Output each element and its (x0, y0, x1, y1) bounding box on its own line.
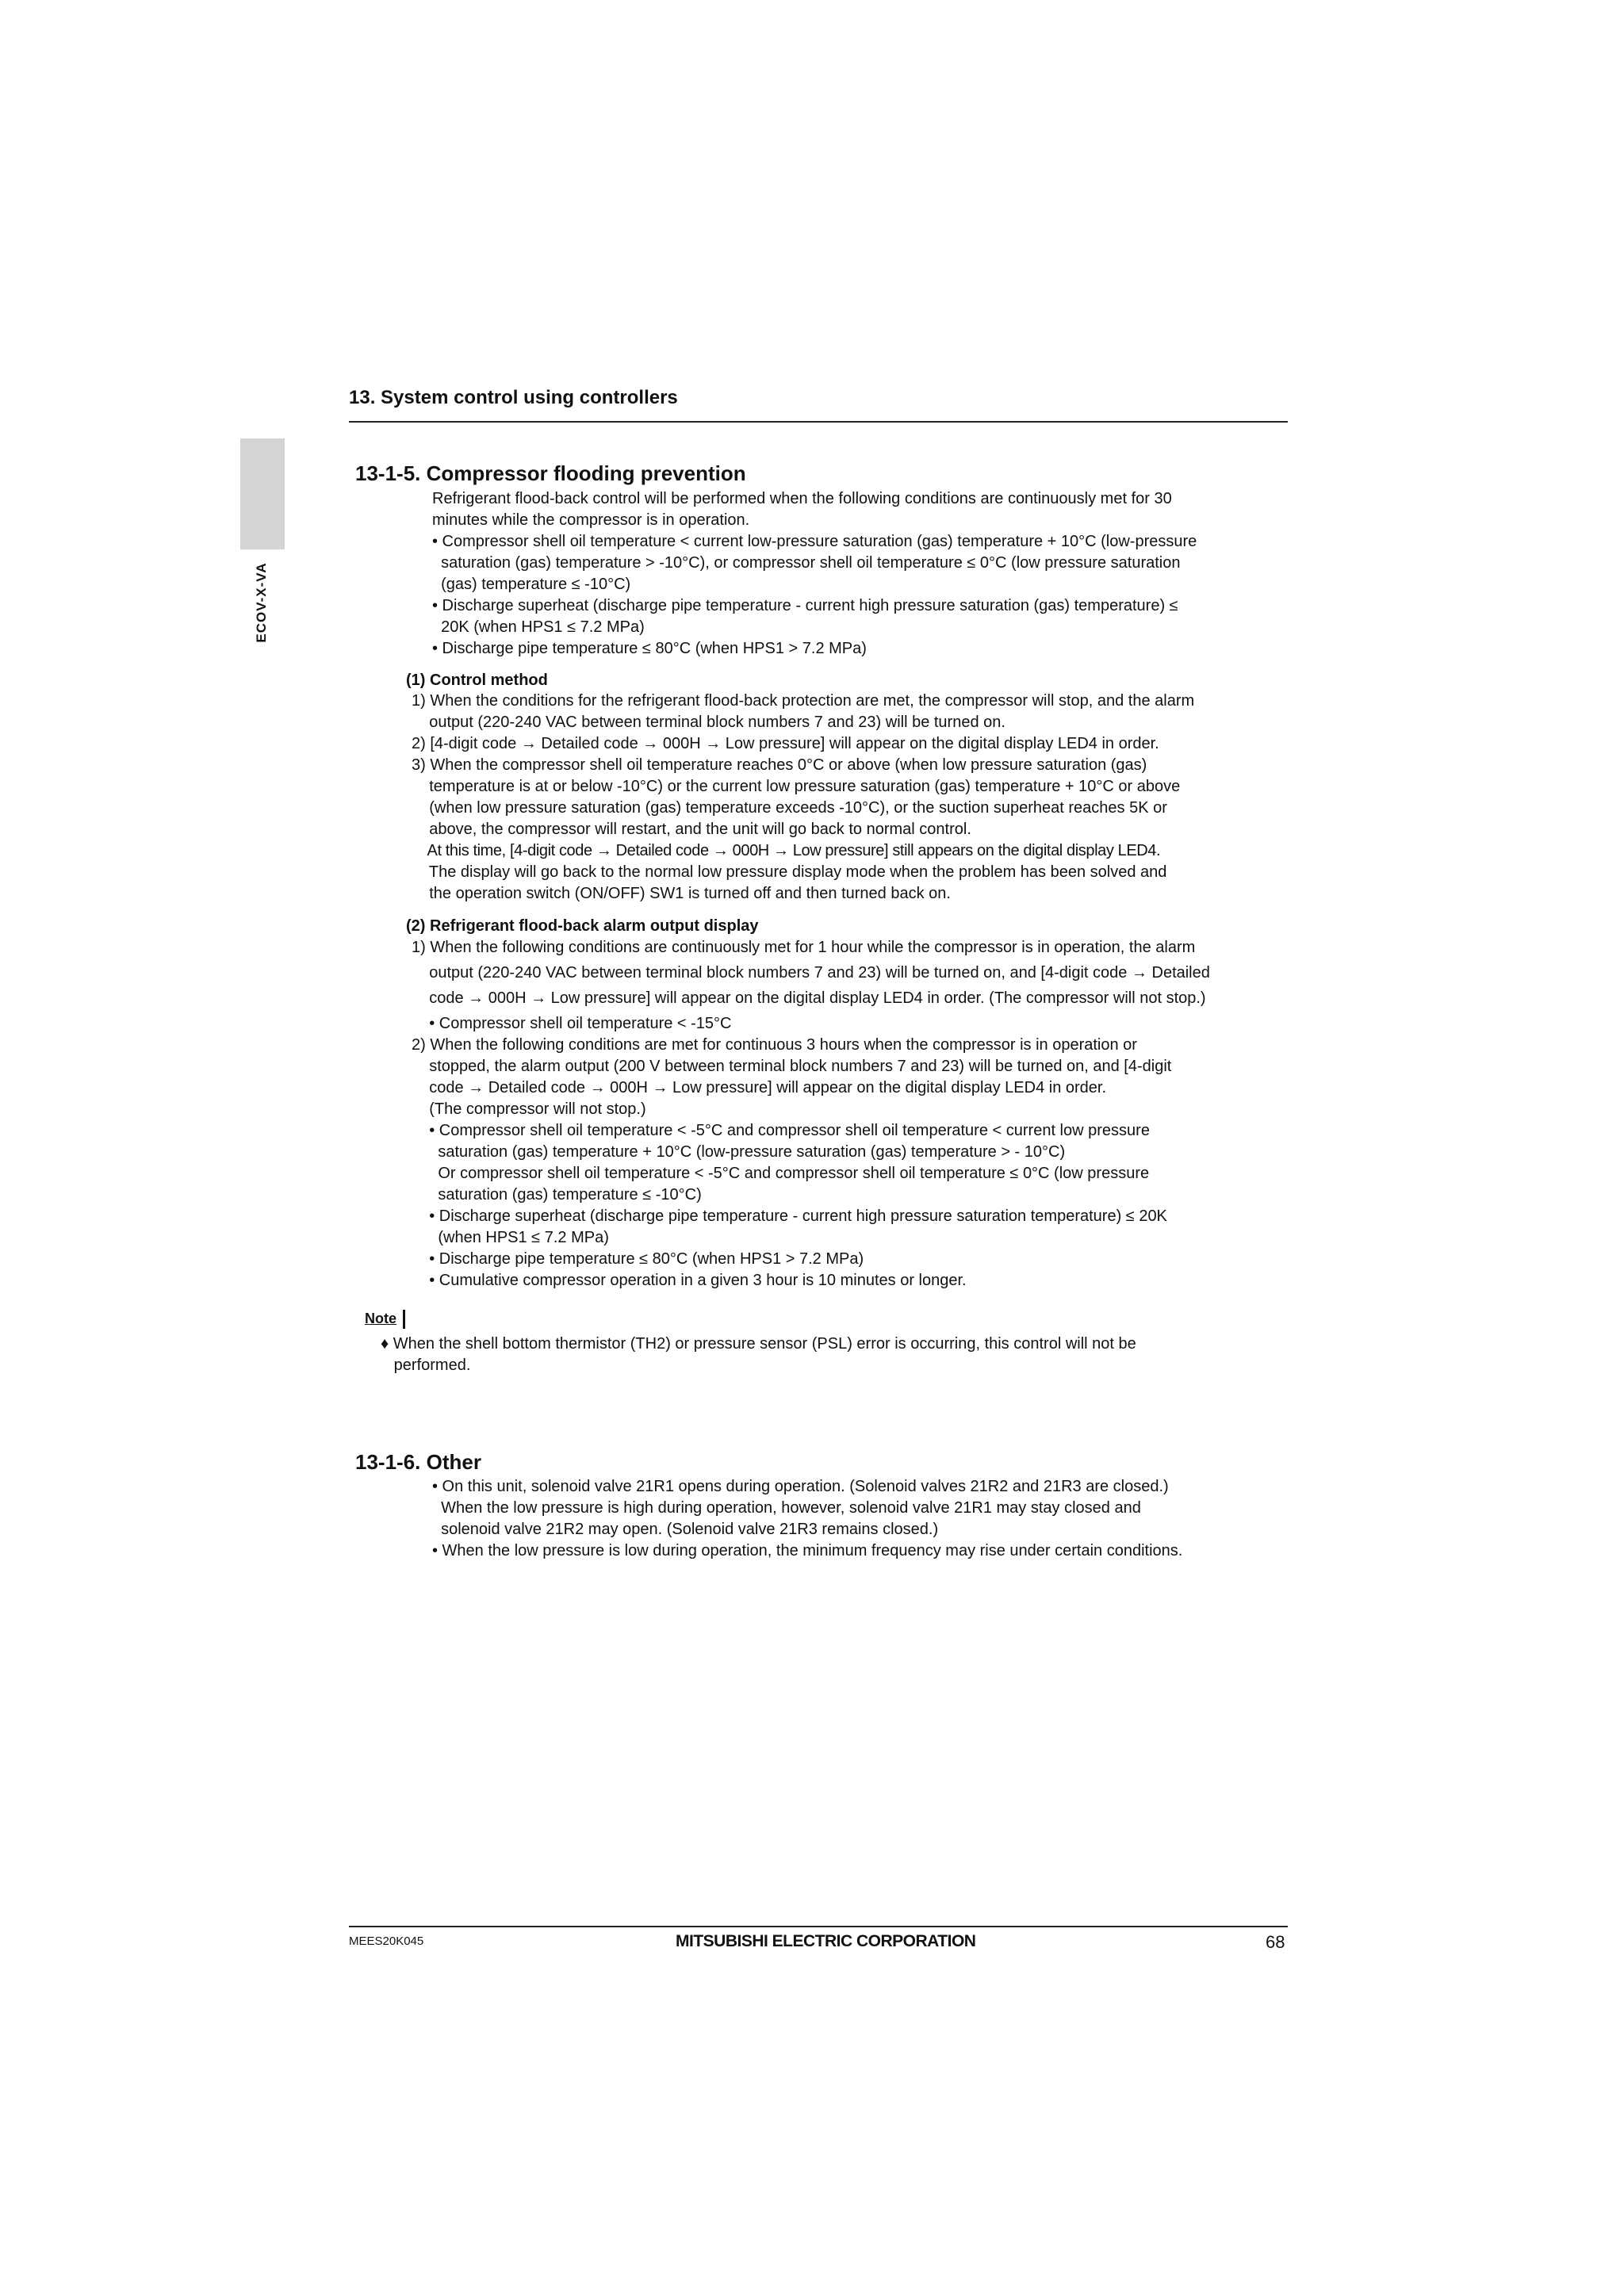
intro-line: saturation (gas) temperature > -10°C), or compressor shell oil temperature ≤ 0°C (low pressure saturation (432, 554, 1181, 572)
alarm-output-line: Or compressor shell oil temperature < -5°C and compressor shell oil temperature ≤ 0°C (low pressure (412, 1165, 1150, 1182)
company-name: MITSUBISHI ELECTRIC CORPORATION (676, 1932, 976, 1950)
intro-line: • Compressor shell oil temperature < current low-pressure saturation (gas) temperature + 10°C (low-pressure (432, 533, 1197, 550)
other-line: solenoid valve 21R2 may open. (Solenoid valve 21R3 remains closed.) (432, 1521, 939, 1538)
control-method-line: output (220-240 VAC between terminal block numbers 7 and 23) will be turned on. (412, 714, 1005, 731)
alarm-output-line: • Discharge superheat (discharge pipe temperature - current high pressure saturation temperature) ≤ 20K (412, 1207, 1167, 1225)
footer-rule (349, 1926, 1288, 1927)
intro-line: (gas) temperature ≤ -10°C) (432, 576, 631, 593)
alarm-output-line: • Compressor shell oil temperature < -15°C (412, 1015, 732, 1032)
control-method-line: 1) When the conditions for the refrigerant flood-back protection are met, the compressor will stop, and the alarm (412, 692, 1195, 710)
other-line: • When the low pressure is low during operation, the minimum frequency may rise under certain conditions. (432, 1542, 1183, 1559)
note-bracket (403, 1310, 405, 1329)
control-method-line: temperature is at or below -10°C) or the current low pressure saturation (gas) temperature + 10°C or above (412, 778, 1181, 795)
alarm-output-title: (2) Refrigerant flood-back alarm output display (406, 917, 759, 935)
alarm-output-line: code → 000H → Low pressure] will appear on the digital display LED4 in order. (The compressor will not stop.) (412, 989, 1206, 1007)
control-method-line: The display will go back to the normal low pressure display mode when the problem has been solved and (412, 863, 1167, 881)
alarm-output-line: 1) When the following conditions are continuously met for 1 hour while the compressor is in operation, the alarm (412, 939, 1196, 956)
other-line: • On this unit, solenoid valve 21R1 opens during operation. (Solenoid valves 21R2 and 21R3 are closed.) (432, 1478, 1169, 1495)
intro-line: • Discharge superheat (discharge pipe temperature - current high pressure saturation (gas) temperature) ≤ (432, 597, 1178, 614)
intro-line: minutes while the compressor is in operation. (432, 511, 750, 529)
section-title-other: 13-1-6. Other (355, 1450, 481, 1474)
alarm-output-line: stopped, the alarm output (200 V between terminal block numbers 7 and 23) will be turned on, and [4-digit (412, 1058, 1172, 1075)
intro-line: 20K (when HPS1 ≤ 7.2 MPa) (432, 618, 645, 636)
side-label: ECOV-X-VA (254, 562, 269, 643)
alarm-output-line: 2) When the following conditions are met for continuous 3 hours when the compressor is in operation or (412, 1036, 1137, 1054)
alarm-output-line: • Cumulative compressor operation in a given 3 hour is 10 minutes or longer. (412, 1272, 967, 1289)
side-tab (240, 438, 285, 549)
alarm-output-line: code → Detailed code → 000H → Low pressure] will appear on the digital display LED4 in order. (412, 1079, 1107, 1096)
section-title-flooding: 13-1-5. Compressor flooding prevention (355, 461, 746, 485)
alarm-output-line: • Discharge pipe temperature ≤ 80°C (when HPS1 > 7.2 MPa) (412, 1250, 864, 1268)
note-line: ♦ When the shell bottom thermistor (TH2) or pressure sensor (PSL) error is occurring, this control will not be (381, 1335, 1136, 1353)
control-method-line: 2) [4-digit code → Detailed code → 000H → Low pressure] will appear on the digital display LED4 in order. (412, 735, 1159, 752)
note-line: performed. (381, 1357, 471, 1374)
alarm-output-line: saturation (gas) temperature + 10°C (low-pressure saturation (gas) temperature > - 10°C) (412, 1143, 1066, 1161)
intro-line: Refrigerant flood-back control will be performed when the following conditions are continuously met for 30 (432, 490, 1172, 507)
alarm-output-line: saturation (gas) temperature ≤ -10°C) (412, 1186, 702, 1203)
header-rule (349, 421, 1288, 423)
other-line: When the low pressure is high during operation, however, solenoid valve 21R1 may stay closed and (432, 1499, 1141, 1517)
control-method-line: above, the compressor will restart, and the unit will go back to normal control. (412, 821, 971, 838)
alarm-output-line: output (220-240 VAC between terminal block numbers 7 and 23) will be turned on, and [4-digit code → Detailed (412, 964, 1210, 982)
control-method-line: 3) When the compressor shell oil temperature reaches 0°C or above (when low pressure saturation (gas) (412, 756, 1147, 774)
intro-line: • Discharge pipe temperature ≤ 80°C (when HPS1 > 7.2 MPa) (432, 640, 867, 657)
page-number: 68 (1266, 1932, 1285, 1952)
control-method-line: (when low pressure saturation (gas) temperature exceeds -10°C), or the suction superheat reaches 5K or (412, 799, 1167, 817)
alarm-output-line: (when HPS1 ≤ 7.2 MPa) (412, 1229, 609, 1246)
control-method-line: At this time, [4-digit code → Detailed code → 000H → Low pressure] still appears on the digital display LED4. (412, 842, 1161, 859)
section-header: 13. System control using controllers (349, 387, 678, 408)
alarm-output-line: (The compressor will not stop.) (412, 1100, 646, 1118)
control-method-title: (1) Control method (406, 672, 548, 689)
alarm-output-line: • Compressor shell oil temperature < -5°C and compressor shell oil temperature < current low pressure (412, 1122, 1150, 1139)
doc-code: MEES20K045 (349, 1934, 424, 1948)
control-method-line: the operation switch (ON/OFF) SW1 is turned off and then turned back on. (412, 885, 951, 902)
note-label: Note (365, 1311, 396, 1326)
